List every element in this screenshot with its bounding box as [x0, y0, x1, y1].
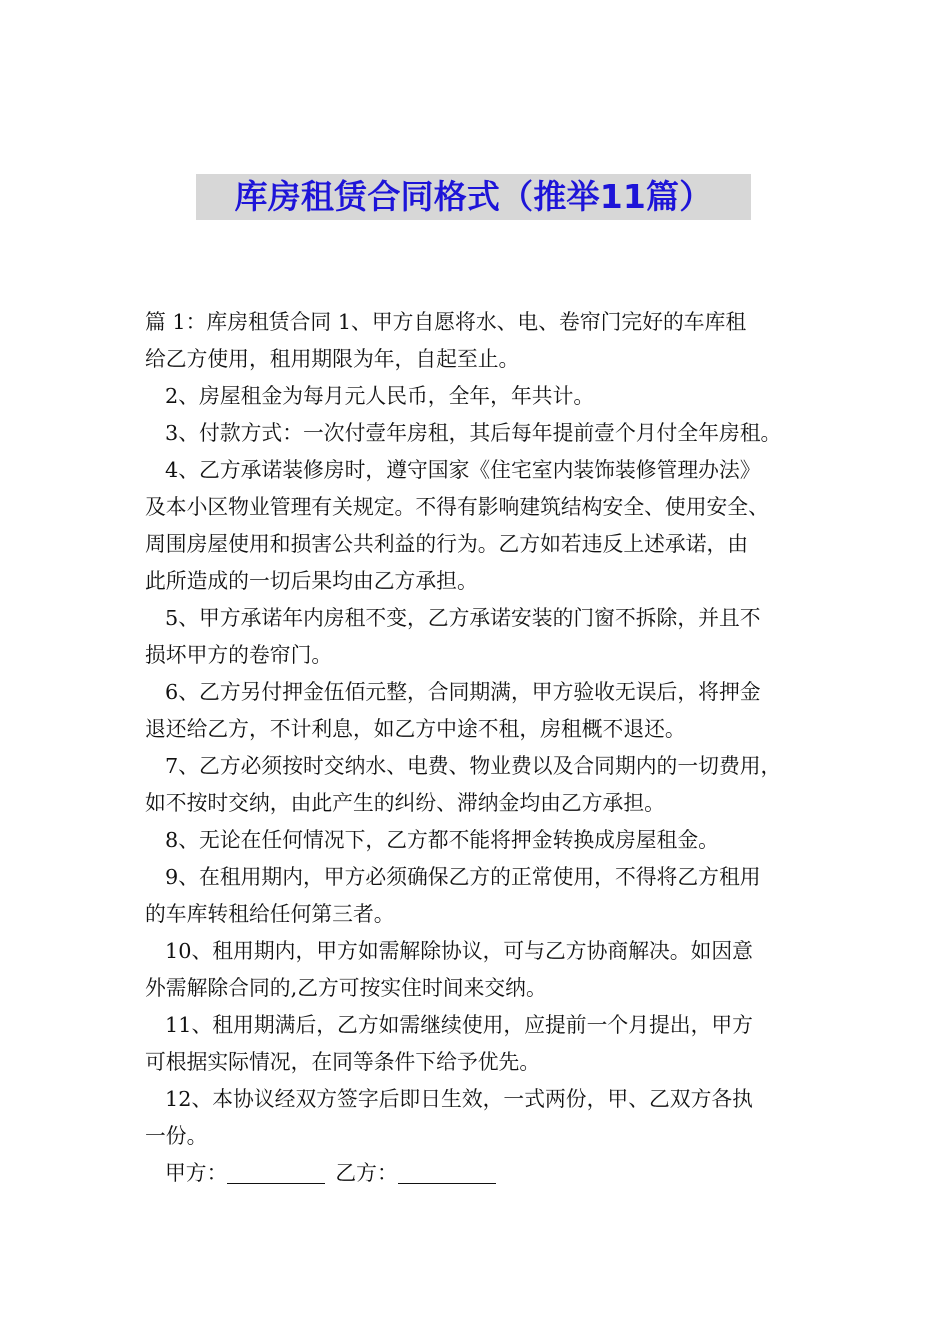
party-a-signature-blank[interactable] [227, 1161, 325, 1184]
body-line: 6、乙方另付押金伍佰元整，合同期满，甲方验收无误后，将押金 [165, 680, 761, 704]
body-line: 篇 1：库房租赁合同 1、甲方自愿将水、电、卷帘门完好的车库租 [145, 310, 747, 334]
body-line: 此所造成的一切后果均由乙方承担。 [145, 569, 478, 593]
party-b-label: 乙方： [335, 1161, 398, 1185]
signature-line [145, 1155, 825, 1192]
body-line: 一份。 [145, 1124, 208, 1148]
document-title: 库房租赁合同格式（推举11篇） [234, 177, 713, 216]
body-line: 3、付款方式：一次付壹年房租，其后每年提前壹个月付全年房租。 [165, 421, 782, 445]
body-line: 4、乙方承诺装修房时，遵守国家《住宅室内装饰装修管理办法》 [165, 458, 761, 482]
body-line: 2、房屋租金为每月元人民币，全年，年共计。 [165, 384, 595, 408]
title-highlight [196, 174, 751, 220]
party-a-label: 甲方： [165, 1161, 228, 1185]
body-line: 9、在租用期内，甲方必须确保乙方的正常使用，不得将乙方租用 [165, 865, 761, 889]
body-line: 11、租用期满后，乙方如需继续使用，应提前一个月提出，甲方 [165, 1013, 753, 1037]
body-line: 5、甲方承诺年内房租不变，乙方承诺安装的门窗不拆除，并且不 [165, 606, 761, 630]
body-line: 8、无论在任何情况下，乙方都不能将押金转换成房屋租金。 [165, 828, 719, 852]
body-line: 损坏甲方的卷帘门。 [145, 643, 333, 667]
body-line: 给乙方使用，租用期限为年，自起至止。 [145, 347, 520, 371]
body-line: 外需解除合同的,乙方可按实住时间来交纳。 [145, 976, 547, 1000]
body-line: 周围房屋使用和损害公共利益的行为。乙方如若违反上述承诺，由 [145, 532, 749, 556]
contract-body [145, 304, 825, 1192]
party-b-signature-blank[interactable] [398, 1161, 496, 1184]
body-line: 的车库转租给任何第三者。 [145, 902, 395, 926]
body-line: 7、乙方必须按时交纳水、电费、物业费以及合同期内的一切费用， [165, 754, 782, 778]
body-line: 12、本协议经双方签字后即日生效，一式两份，甲、乙双方各执 [165, 1087, 753, 1111]
body-line: 可根据实际情况，在同等条件下给予优先。 [145, 1050, 541, 1074]
body-line: 及本小区物业管理有关规定。不得有影响建筑结构安全、使用安全、 [145, 495, 769, 519]
body-line: 退还给乙方，不计利息，如乙方中途不租，房租概不退还。 [145, 717, 686, 741]
body-line: 10、租用期内，甲方如需解除协议，可与乙方协商解决。如因意 [165, 939, 753, 963]
body-line: 如不按时交纳，由此产生的纠纷、滞纳金均由乙方承担。 [145, 791, 665, 815]
